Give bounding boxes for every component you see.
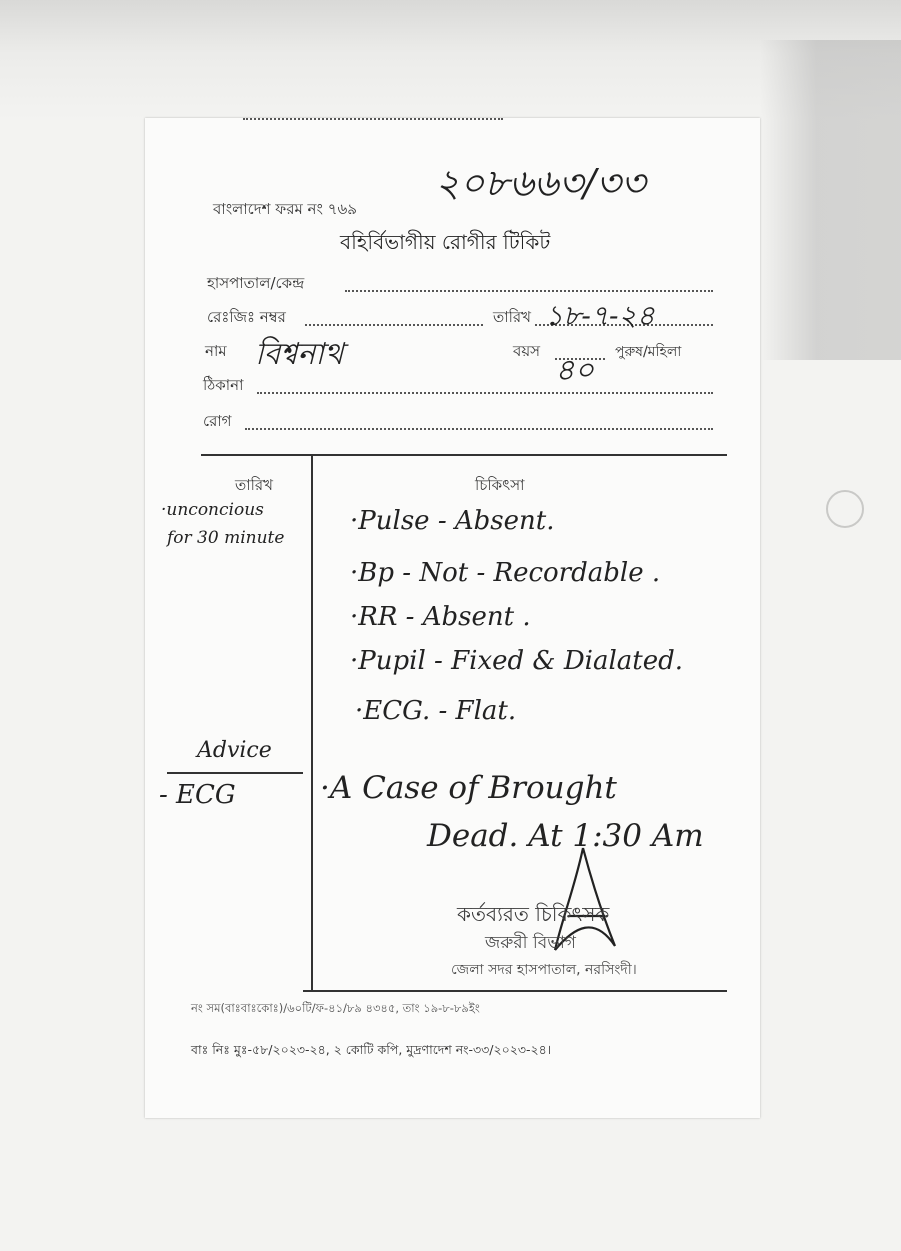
disease-label: রোগ [203,412,232,430]
stamp-line: জরুরী বিভাগ [485,933,576,953]
name-field [243,118,503,120]
stamp-line: জেলা সদর হাসপাতাল, নরসিংদী। [451,962,637,978]
name-value: বিশ্বনাথ [255,337,344,372]
outpatient-ticket [145,118,760,1118]
hospital-field [345,290,713,292]
advice-heading: Advice [197,738,272,763]
left-note-line: for 30 minute [167,528,285,548]
age-label: বয়স [513,342,541,360]
left-note-line: ·unconcious [161,500,264,520]
table-bottom-rule [303,990,727,992]
treatment-line: ·RR - Absent . [350,602,531,632]
scan-shadow-right [760,40,901,360]
name-label: নাম [205,342,227,360]
advice-underline [167,772,303,774]
conclusion-line: Dead. At 1:30 Am [427,818,704,854]
treatment-line: ·Pupil - Fixed & Dialated. [350,646,684,676]
table-top-rule [201,454,727,456]
form-number: বাংলাদেশ ফরম নং ৭৬৯ [213,200,357,218]
date-column-header: তারিখ [235,476,273,494]
handwritten-ticket-number: ২০৮৬৬৩/৩৩ [435,161,646,205]
sex-label: পুরুষ/মহিলা [615,344,682,360]
age-value: ৪০ [555,353,594,388]
form-title: বহির্বিভাগীয় রোগীর টিকিট [340,230,551,254]
hospital-label: হাসপাতাল/কেন্দ্র [207,274,305,292]
table-column-divider [311,456,313,990]
treatment-column-header: চিকিৎসা [475,476,525,494]
disease-field [245,428,713,430]
footer-line: বাঃ নিঃ মুঃ-৫৮/২০২৩-২৪, ২ কোটি কপি, মুদ্রণাদেশ নং-৩৩/২০২৩-২৪। [191,1042,552,1057]
stamp-line: কর্তব্যরত চিকিৎসক [457,902,610,926]
reg-field [305,324,483,326]
date-value: ১৮-৭-২৪ [545,299,655,332]
address-field [257,392,713,394]
footer-line: নং সম(বাঃবাঃকোঃ)/৬০টি/ফ-৪১/৮৯ ৪৩৪৫, তাং ১৯-৮-৮৯ইং [191,1001,480,1015]
address-label: ঠিকানা [203,376,244,394]
conclusion-line: ·A Case of Brought [320,770,617,806]
reg-label: রেঃজিঃ নম্বর [207,308,286,326]
treatment-line: ·Bp - Not - Recordable . [350,558,661,588]
advice-item: - ECG [159,780,236,810]
punch-hole-mark [826,490,864,528]
treatment-line: ·Pulse - Absent. [350,506,555,536]
date-label: তারিখ [493,308,531,326]
treatment-line: ·ECG. - Flat. [355,696,517,726]
